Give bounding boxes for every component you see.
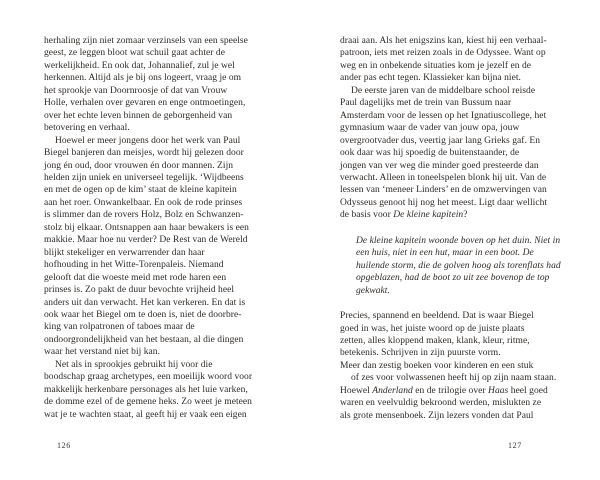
text-line	[340, 310, 562, 322]
text-line	[44, 334, 280, 346]
text-run: Hoewel	[340, 385, 373, 396]
text-line	[356, 285, 562, 297]
text-run: overgrootvader dus, veertig jaar lang Grieks gaf. En	[340, 135, 541, 146]
text-run: waren en veelvuldig bekroond werden, mislukten ze	[340, 398, 542, 409]
text-run: het sprookje van Doornroosje of dat van Vrouw	[44, 85, 228, 96]
text-run: patroon, iets met reizen zoals in de Odyssee. Want op	[340, 48, 546, 59]
text-line	[340, 335, 562, 347]
text-line	[44, 172, 280, 184]
text-line	[356, 272, 562, 284]
text-line	[44, 346, 280, 358]
text-run: ondoorgrondelijkheid van het bestaan, al die dingen	[44, 334, 244, 345]
text-line	[44, 184, 280, 196]
text-run: Net als in sprookjes gebruikt hij voor die	[55, 359, 213, 370]
text-line	[44, 409, 280, 421]
text-run: makkelijk herkenbare personages als het luie varken,	[44, 384, 248, 395]
text-run: Odysseus genoot hij nog het meest. Ligt daar wellicht	[340, 197, 548, 208]
text-line	[44, 85, 280, 97]
text-run: Hoewel er meer jongens door het werk van Paul	[55, 135, 241, 146]
text-line	[44, 60, 280, 72]
text-run: de basis voor	[340, 210, 394, 221]
text-run: Amsterdam voor de lessen op het Ignatiuscollege, het	[340, 110, 547, 121]
text-run: king van rolpatronen of taboes maar de	[44, 322, 195, 333]
text-run: ook waar het Biegel om te doen is, niet de doorbre-	[44, 309, 242, 320]
text-run: Holle, verhalen over gevaren en enge ontmoetingen,	[44, 98, 246, 109]
text-line	[340, 372, 562, 384]
text-line	[340, 209, 562, 221]
text-run: betovering en verhaal.	[44, 123, 130, 134]
text-line	[340, 122, 562, 134]
text-line	[44, 209, 280, 221]
text-run: gekwakt.	[356, 285, 390, 296]
text-run: Paul dagelijks met de trein van Bussum naar	[340, 98, 512, 109]
text-run: Biegel banjeren dan meisjes, wordt hij gelezen door	[44, 148, 244, 159]
text-line	[44, 35, 280, 47]
text-run: boodschap graag archetypes, een moeilijk woord voor	[44, 372, 253, 383]
paragraph	[340, 35, 562, 85]
text-line	[44, 135, 280, 147]
text-line	[44, 272, 280, 284]
paragraph	[340, 372, 562, 422]
text-run: jongen van ver weg die minder goed presteerde dan	[340, 160, 539, 171]
text-line	[44, 97, 280, 109]
text-line	[340, 97, 562, 109]
text-line	[340, 160, 562, 172]
text-run: en de trilogie over	[412, 385, 489, 396]
text-run: helden zijn uniek en universeel tegelijk. ‘Wijdbeens	[44, 172, 244, 183]
text-run: wat je te wachten staat, al geeft hij er vaak een eigen	[44, 409, 247, 420]
text-line	[340, 410, 562, 422]
text-line	[44, 110, 280, 122]
text-line	[44, 371, 280, 383]
text-line	[340, 85, 562, 97]
block-quote	[356, 235, 562, 297]
text-run: is slimmer dan de rovers Holz, Bolz en Schwanzen-	[44, 210, 244, 221]
text-line	[340, 110, 562, 122]
text-run: een huis, niet in een hut, maar in een boot. De	[356, 248, 534, 259]
text-line	[340, 47, 562, 59]
text-line	[340, 347, 562, 359]
text-run: opgeblazen, had de boot zo uit zee bovenop de top	[356, 273, 550, 284]
text-run: weg en in onbekende situaties kom je jezelf en de	[340, 60, 532, 71]
text-run: draai aan. Als het enigszins kan, kiest hij een verhaal-	[340, 36, 547, 46]
text-line	[44, 247, 280, 259]
text-run: en met de ogen op de kim’ staat de kleine kapitein	[44, 185, 237, 196]
text-line	[340, 397, 562, 409]
text-run: makkie. Maar hoe nu verder? De Rest van de Wereld	[44, 235, 248, 246]
text-line	[44, 147, 280, 159]
text-line	[340, 147, 562, 159]
page-number-right: 127	[508, 441, 522, 450]
italic-text-run: Anderland	[372, 385, 413, 396]
text-run: De eerste jaren van de middelbare school reisde	[351, 85, 536, 96]
text-line	[340, 197, 562, 209]
text-run: als grote mensenboek. Zijn lezers vonden dat Paul	[340, 410, 534, 421]
paragraph	[44, 35, 280, 135]
paragraph	[44, 359, 280, 421]
text-run: goed in was, het juiste woord op de juiste plaats	[340, 323, 525, 334]
text-run: herkennen. Altijd als je bij ons logeert, vraag je om	[44, 73, 242, 84]
text-line	[340, 72, 562, 84]
text-run: geest, ze leggen bloot wat schuil gaat achter de	[44, 48, 225, 59]
text-line	[340, 323, 562, 335]
page-right	[300, 0, 600, 480]
text-run: gymnasium waar de vader van jouw opa, jouw	[340, 123, 520, 134]
text-line	[340, 172, 562, 184]
text-run: de domme ezel of de gemene heks. Zo weet je meteen	[44, 397, 252, 408]
text-run: stolz bij elkaar. Ontsnappen aan haar bewakers is een	[44, 222, 249, 233]
text-run: waar het verstand niet bij kan.	[44, 347, 161, 358]
text-run: gelooft dat die woeste meid met rode haren een	[44, 272, 227, 283]
text-line	[44, 222, 280, 234]
paragraph	[340, 85, 562, 222]
text-line	[44, 197, 280, 209]
text-line	[44, 72, 280, 84]
text-line	[340, 184, 562, 196]
text-line	[44, 321, 280, 333]
text-line	[340, 385, 562, 397]
text-line	[44, 259, 280, 271]
page-right-text-column	[340, 35, 562, 422]
paragraph	[44, 135, 280, 359]
text-run: herhaling zijn niet zomaar verzinsels van een speelse	[44, 36, 248, 46]
text-run: verwacht. Alleen in toneelspelen blonk hij uit. Van de	[340, 172, 547, 183]
text-line	[340, 360, 562, 372]
text-run: anders uit dan verwacht. Het kan verkeren. En dat is	[44, 297, 246, 308]
page-left-text-column	[44, 35, 280, 421]
text-run: werkelijkheid. En ook dat, Johannalief, zul je wel	[44, 60, 235, 71]
text-line	[44, 234, 280, 246]
text-run: lessen van ‘meneer Linders’ en de omzwervingen van	[340, 185, 547, 196]
text-line	[44, 122, 280, 134]
text-run: ander pas echt tegen. Klassieker kan bijna niet.	[340, 73, 521, 84]
text-run: huilende storm, die de golven hoog als torenflats had	[356, 260, 561, 271]
text-run: aan het roer. Onwankelbaar. En ook de rode prinses	[44, 197, 243, 208]
italic-text-run: Haas	[488, 385, 509, 396]
text-line	[356, 247, 562, 259]
text-run: Meer dan zestig boeken voor kinderen en een stuk	[340, 360, 534, 371]
text-line	[44, 384, 280, 396]
text-line	[340, 135, 562, 147]
text-run: over het echte leven binnen de geborgenheid van	[44, 110, 233, 121]
page-number-left: 126	[57, 441, 71, 450]
text-run: ook daar was hij spoedig de buitenstaander, de	[340, 148, 520, 159]
text-line	[44, 297, 280, 309]
text-line	[44, 396, 280, 408]
text-line	[44, 359, 280, 371]
text-run: heel goed	[508, 385, 548, 396]
text-run: hofhouding in het Witte-Torenpaleis. Niemand	[44, 260, 224, 271]
text-line	[356, 235, 562, 247]
paragraph	[340, 310, 562, 372]
text-run: zetten, alles kloppend maken, klank, kleur, ritme,	[340, 335, 530, 346]
text-line	[340, 60, 562, 72]
text-line	[44, 284, 280, 296]
text-line	[44, 160, 280, 172]
text-line	[44, 309, 280, 321]
text-run: De kleine kapitein woonde boven op het duin. Niet in	[356, 235, 561, 246]
text-line	[44, 47, 280, 59]
italic-text-run: De kleine kapitein	[393, 210, 464, 221]
text-run: of zes voor volwassenen heeft hij op zijn naam staan.	[351, 373, 557, 384]
text-run: prinses is. Zo pakt de duur bevochte vrijheid heel	[44, 285, 235, 296]
text-line	[356, 260, 562, 272]
text-run: Precies, spannend en beeldend. Dat is waar Biegel	[340, 311, 534, 322]
text-run: betekenis. Schrijven in zijn puurste vorm.	[340, 348, 501, 359]
text-run: jong én oud, door vrouwen én door mannen. Zijn	[44, 160, 234, 171]
text-run: ?	[463, 210, 468, 221]
text-line	[340, 35, 562, 47]
text-run: blijkt stekeliger en verwarrender dan haar	[44, 247, 205, 258]
